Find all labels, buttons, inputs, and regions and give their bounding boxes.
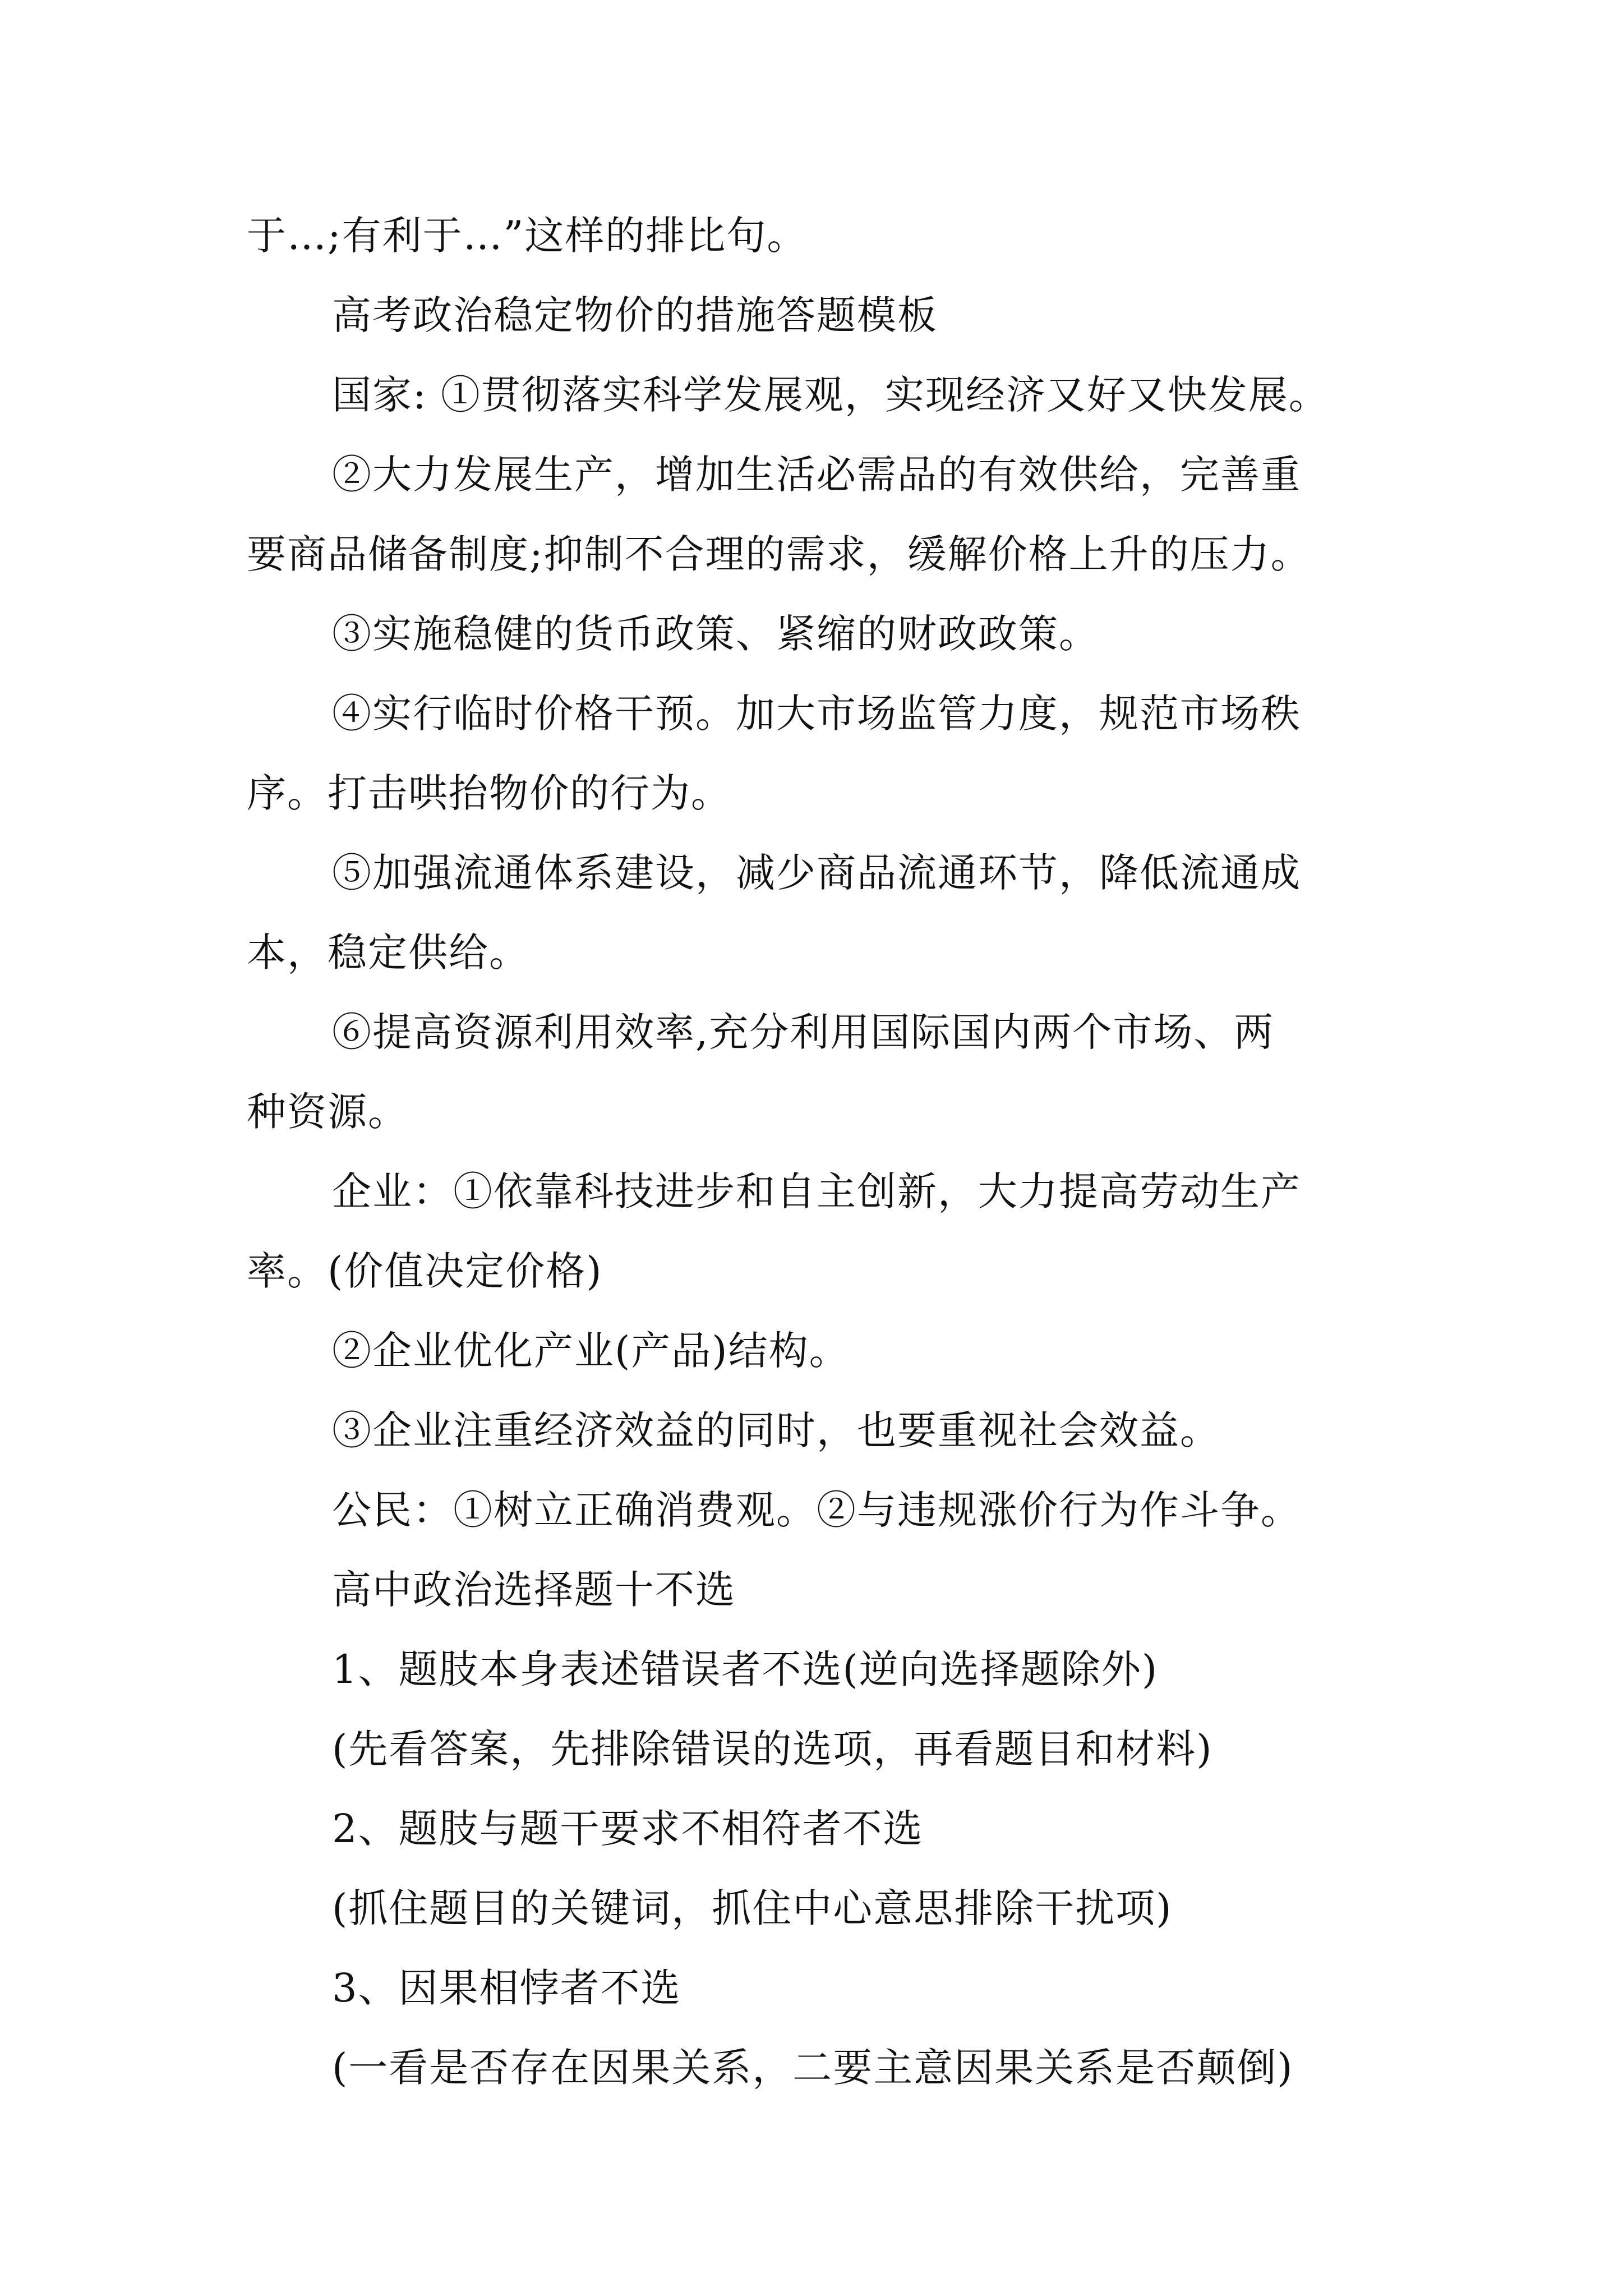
- text-line: 要商品储备制度;抑制不合理的需求，缓解价格上升的压力。: [247, 531, 1311, 577]
- text-line: 3、因果相悖者不选: [332, 1965, 681, 2011]
- text-line: 序。打击哄抬物价的行为。: [247, 770, 731, 816]
- text-line: 1、题肢本身表述错误者不选(逆向选择题除外): [332, 1646, 1159, 1692]
- text-line: ③企业注重经济效益的同时，也要重视社会效益。: [332, 1407, 1220, 1453]
- text-line: ②企业优化产业(产品)结构。: [332, 1328, 850, 1374]
- section-heading: 高考政治稳定物价的措施答题模板: [332, 292, 938, 338]
- text-line: 于…;有利于…”这样的排比句。: [247, 213, 808, 259]
- text-line: 企业：①依靠科技进步和自主创新，大力提高劳动生产: [332, 1168, 1301, 1214]
- text-line: (先看答案，先排除错误的选项，再看题目和材料): [332, 1726, 1213, 1772]
- text-line: 2、题肢与题干要求不相符者不选: [332, 1806, 924, 1852]
- text-line: ③实施稳健的货币政策、紧缩的财政政策。: [332, 611, 1099, 657]
- text-line: ⑤加强流通体系建设，减少商品流通环节，降低流通成: [332, 850, 1301, 896]
- text-line: ④实行临时价格干预。加大市场监管力度，规范市场秩: [332, 691, 1301, 737]
- text-line: ⑥提高资源利用效率,充分利用国际国内两个市场、两: [332, 1009, 1275, 1055]
- section-heading: 高中政治选择题十不选: [332, 1567, 736, 1613]
- text-line: 本，稳定供给。: [247, 930, 529, 976]
- text-line: (抓住题目的关键词，抓住中心意思排除干扰项): [332, 1885, 1173, 1931]
- text-line: ②大力发展生产，增加生活必需品的有效供给，完善重: [332, 452, 1301, 498]
- text-line: 种资源。: [247, 1089, 408, 1135]
- text-line: 公民：①树立正确消费观。②与违规涨价行为作斗争。: [332, 1487, 1301, 1533]
- text-line: (一看是否存在因果关系，二要主意因果关系是否颠倒): [332, 2045, 1294, 2091]
- text-line: 率。(价值决定价格): [247, 1248, 603, 1294]
- text-line: 国家: ①贯彻落实科学发展观，实现经济又好又快发展。: [332, 372, 1329, 418]
